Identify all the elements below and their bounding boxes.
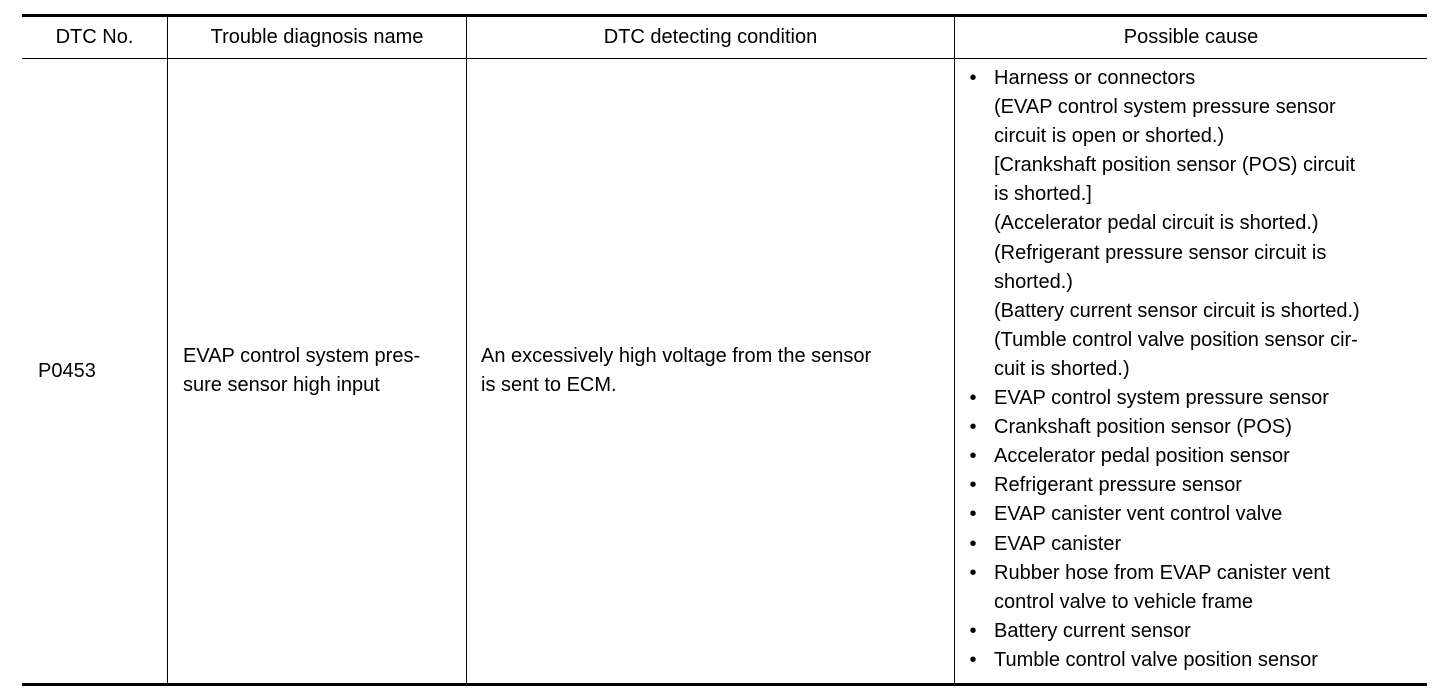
cause-detail: shorted.)	[994, 270, 1073, 293]
cause-label: Rubber hose from EVAP canister vent	[994, 561, 1331, 584]
cause-item	[968, 530, 1424, 559]
column-divider	[466, 17, 467, 683]
cause-detail: cuit is shorted.)	[994, 357, 1130, 380]
cause-detail: (EVAP control system pressure sensor	[994, 96, 1336, 119]
bullet-icon: •	[969, 648, 977, 671]
header-divider	[22, 58, 1427, 59]
bullet-icon: •	[969, 532, 977, 555]
cause-detail: (Refrigerant pressure sensor circuit is	[994, 241, 1327, 264]
bullet-icon: •	[969, 416, 977, 439]
cause-detail: control valve to vehicle frame	[994, 590, 1254, 613]
cause-item	[968, 413, 1424, 442]
cause-item	[968, 442, 1424, 471]
cause-item	[968, 500, 1424, 529]
table-bottom-rule	[22, 683, 1427, 686]
cause-item	[968, 471, 1424, 500]
cause-item	[968, 617, 1424, 646]
bullet-icon: •	[969, 387, 977, 410]
cause-label: Crankshaft position sensor (POS)	[994, 416, 1292, 439]
trouble-diagnosis-name	[183, 342, 463, 400]
possible-cause-list	[968, 64, 1424, 675]
bullet-icon: •	[969, 561, 977, 584]
cause-item	[968, 384, 1424, 413]
cause-label: Harness or connectors	[994, 67, 1196, 89]
name-line: sure sensor high input	[183, 374, 380, 396]
name-line: EVAP control system pres-	[183, 345, 421, 367]
header-dtc-no: DTC No.	[55, 26, 134, 48]
bullet-icon: •	[969, 474, 977, 497]
cause-detail: [Crankshaft position sensor (POS) circuit	[994, 154, 1356, 177]
cause-item	[968, 64, 1424, 384]
cause-label: Tumble control valve position sensor	[994, 648, 1318, 671]
cause-label: Battery current sensor	[994, 619, 1191, 642]
bullet-icon: •	[969, 67, 977, 89]
cause-label: Accelerator pedal position sensor	[994, 445, 1290, 468]
condition-line: is sent to ECM.	[481, 374, 617, 396]
bullet-icon: •	[969, 445, 977, 468]
cause-item	[968, 559, 1424, 617]
cause-label: EVAP canister	[994, 532, 1122, 555]
cause-item	[968, 646, 1424, 675]
cause-detail: (Accelerator pedal circuit is shorted.)	[994, 212, 1319, 235]
cause-detail: (Tumble control valve position sensor cir-	[994, 328, 1358, 351]
header-detecting-condition: DTC detecting condition	[603, 26, 818, 48]
cause-detail: is shorted.]	[994, 183, 1092, 206]
condition-line: An excessively high voltage from the sensor	[481, 345, 872, 367]
cause-label: Refrigerant pressure sensor	[994, 474, 1242, 497]
cause-label: EVAP canister vent control valve	[994, 503, 1283, 526]
bullet-icon: •	[969, 503, 977, 526]
cause-label: EVAP control system pressure sensor	[994, 387, 1329, 410]
column-divider	[167, 17, 168, 683]
cause-detail: (Battery current sensor circuit is shorted.)	[994, 299, 1360, 322]
detecting-condition	[481, 342, 951, 400]
column-divider	[954, 17, 955, 683]
header-trouble-diagnosis-name: Trouble diagnosis name	[210, 26, 424, 48]
header-possible-cause: Possible cause	[1123, 26, 1259, 48]
dtc-number: P0453	[38, 360, 96, 382]
cause-detail: circuit is open or shorted.)	[994, 125, 1225, 148]
bullet-icon: •	[969, 619, 977, 642]
